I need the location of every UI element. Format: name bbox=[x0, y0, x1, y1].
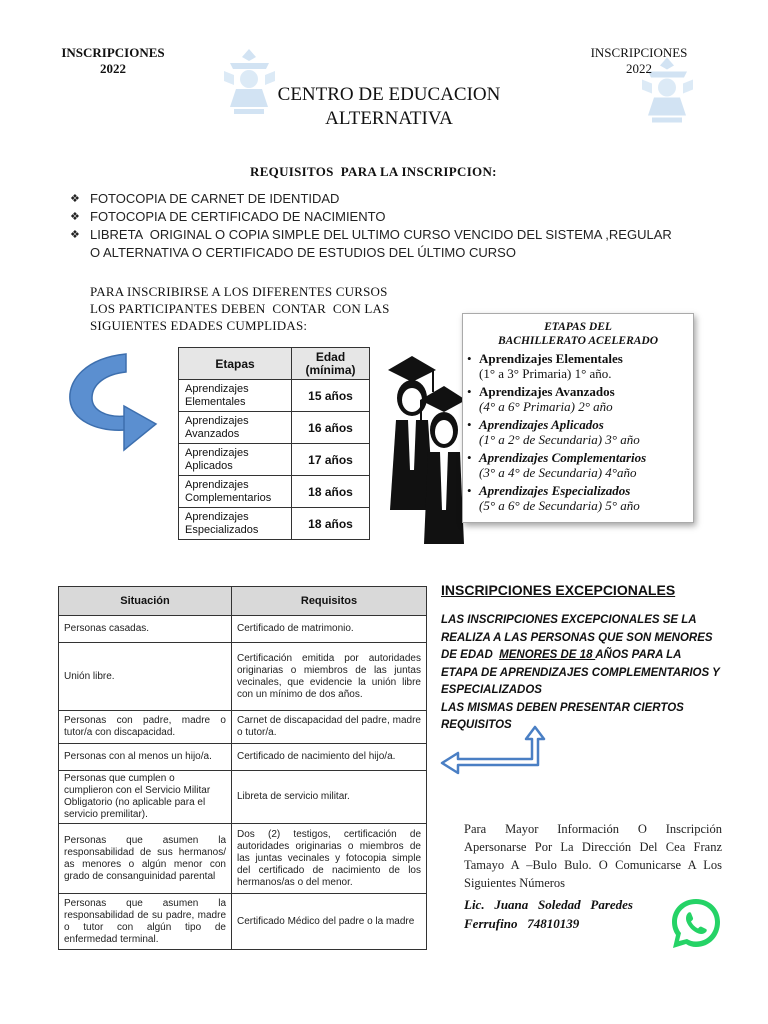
age-table bbox=[178, 347, 370, 540]
exceptional-title: INSCRIPCIONES EXCEPCIONALES bbox=[441, 582, 676, 598]
list-item: • Aprendizajes Avanzados (4° a 6° Primaria) 2° año bbox=[467, 384, 615, 414]
bent-arrow-icon bbox=[440, 725, 552, 777]
header-left-line2: 2022 bbox=[100, 61, 126, 76]
list-item: ❖ FOTOCOPIA DE CARNET DE IDENTIDAD bbox=[70, 191, 340, 206]
age-table-header-age: Edad (mínima) bbox=[292, 348, 370, 380]
header-left bbox=[48, 45, 178, 77]
ages-intro-line3: SIGUIENTES EDADES CUMPLIDAS: bbox=[90, 318, 308, 333]
list-item: • Aprendizajes Especializados (5° a 6° de Secundaria) 5° año bbox=[467, 483, 640, 513]
situation-table bbox=[58, 586, 427, 950]
contact-phone: Ferrufino 74810139 bbox=[464, 916, 580, 931]
list-item: ❖ FOTOCOPIA DE CERTIFICADO DE NACIMIENTO bbox=[70, 209, 386, 224]
table-row: Personas con al menos un hijo/a. Certificado de nacimiento del hijo/a. bbox=[59, 744, 427, 771]
diamond-bullet-icon: ❖ bbox=[70, 193, 80, 205]
header-right-line2: 2022 bbox=[626, 61, 652, 76]
graduates-illustration bbox=[386, 350, 466, 546]
requirements-title: REQUISITOS PARA LA INSCRIPCION: bbox=[250, 164, 497, 179]
table-row: Aprendizajes Elementales 15 años bbox=[179, 380, 370, 412]
stages-box bbox=[462, 313, 694, 523]
header-right-line1: INSCRIPCIONES bbox=[590, 45, 688, 60]
diamond-bullet-icon: ❖ bbox=[70, 211, 80, 223]
contact-name: Lic. Juana Soledad Paredes bbox=[464, 897, 633, 912]
contact-info bbox=[464, 895, 664, 933]
table-row: Personas casadas. Certificado de matrimonio. bbox=[59, 616, 427, 643]
table-row: Aprendizajes Avanzados 16 años bbox=[179, 412, 370, 444]
page-title-line2: ALTERNATIVA bbox=[325, 108, 453, 129]
table-row: Personas que cumplen o cumplieron con el Servicio Militar Obligatorio (no aplicable para el servicio premilitar). Libreta de servicio militar. bbox=[59, 771, 427, 824]
ages-intro-line2: LOS PARTICIPANTES DEBEN CONTAR CON LAS bbox=[90, 301, 390, 316]
diamond-bullet-icon: ❖ bbox=[70, 229, 80, 241]
table-row: Personas que asumen la responsabilidad de sus hermanos/ as menores o algún menor con grado de consanguinidad parental Dos (2) testigos, certificación de autoridades originarias o miembros de las juntas vecinales y fotocopia simple del certificado de nacimiento de los hermanos/as o del menor. bbox=[59, 824, 427, 894]
info-text: Para Mayor Información O Inscripción Apersonarse Por La Dirección Del Cea Franz Tamayo A –Bulo Bulo. O Comunicarse A Los Siguientes Números bbox=[464, 822, 722, 890]
ages-intro bbox=[90, 283, 430, 334]
situation-header: Situación bbox=[59, 587, 232, 616]
list-item: • Aprendizajes Elementales (1° a 3° Primaria) 1° año. bbox=[467, 351, 623, 381]
list-item: • Aprendizajes Complementarios (3° a 4° de Secundaria) 4°año bbox=[467, 450, 647, 480]
page-title bbox=[240, 83, 538, 131]
age-table-header-stage: Etapas bbox=[179, 348, 292, 380]
table-row: Aprendizajes Aplicados 17 años bbox=[179, 444, 370, 476]
exceptional-text: LAS INSCRIPCIONES EXCEPCIONALES SE LA REALIZA A LAS PERSONAS QUE SON MENORES DE EDAD MENORES DE 18 AÑOS PARA LA ETAPA DE APRENDIZAJES COMPLEMENTARIOS Y ESPECIALIZADOS LAS MISMAS DEBEN PRESENTAR CIERTOS REQUISITOS bbox=[441, 614, 720, 731]
table-row: Personas que asumen la responsabilidad de su padre, madre o tutor con algún tipo de enfermedad terminal. Certificado Médico del padre o la madre bbox=[59, 894, 427, 950]
header-left-line1: INSCRIPCIONES bbox=[61, 45, 165, 60]
curved-arrow-icon bbox=[66, 350, 158, 460]
list-item: ❖ LIBRETA ORIGINAL O COPIA SIMPLE DEL ULTIMO CURSO VENCIDO DEL SISTEMA ,REGULAR O ALTERNATIVA O CERTIFICADO DE ESTUDIOS DEL ÚLTIMO CURSO bbox=[70, 227, 676, 260]
whatsapp-icon bbox=[668, 895, 724, 953]
list-item: • Aprendizajes Aplicados (1° a 2° de Secundaria) 3° año bbox=[467, 417, 640, 447]
requirements-list bbox=[68, 190, 678, 262]
header-right bbox=[574, 45, 704, 77]
table-row: Aprendizajes Especializados 18 años bbox=[179, 508, 370, 540]
page-title-line1: CENTRO DE EDUCACION bbox=[277, 84, 501, 105]
table-row: Aprendizajes Complementarios 18 años bbox=[179, 476, 370, 508]
ages-intro-line1: PARA INSCRIBIRSE A LOS DIFERENTES CURSOS bbox=[90, 284, 388, 299]
stages-box-title: ETAPAS DEL BACHILLERATO ACELERADO bbox=[497, 321, 659, 347]
table-row: Personas con padre, madre o tutor/a con discapacidad. Carnet de discapacidad del padre, madre o tutor/a. bbox=[59, 711, 427, 744]
table-row: Unión libre. Certificación emitida por autoridades originarias o miembros de las juntas vecinales, que evidencie la unión libre con un mínimo de dos años. bbox=[59, 643, 427, 711]
requirements-header: Requisitos bbox=[232, 587, 427, 616]
